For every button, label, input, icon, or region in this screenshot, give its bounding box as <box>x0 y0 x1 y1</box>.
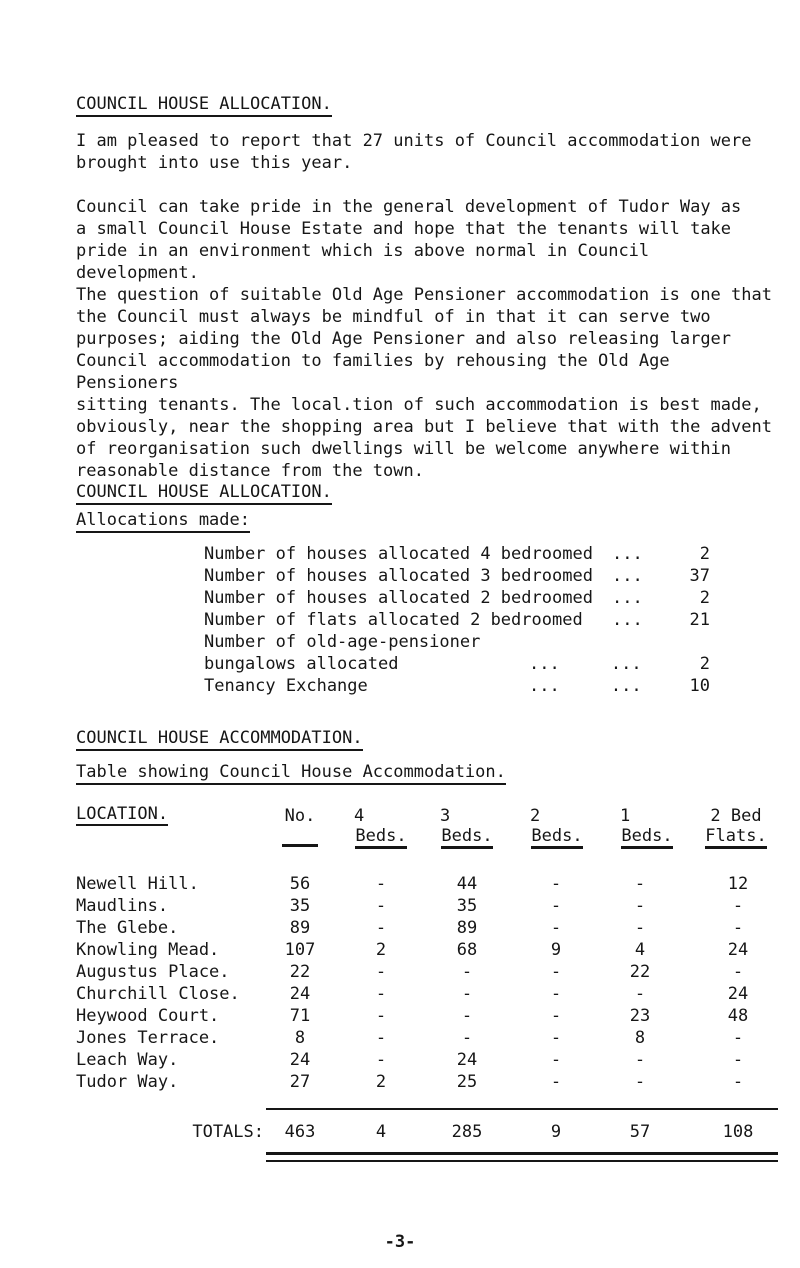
header-line2: Beds. <box>441 826 492 849</box>
cell-no: 107 <box>284 940 316 960</box>
header-underline <box>282 826 318 847</box>
item-dots: ... ... <box>529 654 642 674</box>
table-row <box>0 984 800 1004</box>
item-value: 10 <box>689 676 710 696</box>
column-header-3-beds <box>432 806 502 849</box>
totals-row <box>0 1122 800 1142</box>
cell-4-beds: - <box>375 918 387 938</box>
cell-1-bed: 23 <box>629 1006 651 1026</box>
table-row <box>0 962 800 982</box>
cell-no: 24 <box>289 984 311 1004</box>
list-item <box>0 544 800 564</box>
item-dots: ... <box>612 544 643 564</box>
header-line2: Flats. <box>705 826 766 849</box>
cell-location: Tudor Way. <box>76 1072 179 1092</box>
cell-3-beds: - <box>461 1006 473 1026</box>
cell-location: Churchill Close. <box>76 984 240 1004</box>
cell-4-beds: - <box>375 1006 387 1026</box>
column-header-2-bed-flats <box>696 806 776 849</box>
cell-no: 71 <box>289 1006 311 1026</box>
cell-2-beds: - <box>550 1072 562 1092</box>
cell-2-bed-flats: - <box>732 1050 744 1070</box>
item-dots: ... <box>612 588 643 608</box>
totals-label: TOTALS: <box>192 1122 264 1142</box>
cell-3-beds: 44 <box>456 874 478 894</box>
cell-4-beds: 2 <box>375 940 387 960</box>
total-2-beds: 9 <box>550 1122 562 1142</box>
item-dots: ... <box>612 610 643 630</box>
column-header-no <box>268 806 332 852</box>
cell-2-bed-flats: 24 <box>727 940 749 960</box>
cell-1-bed: - <box>634 1050 646 1070</box>
header-line1: No. <box>284 806 316 826</box>
item-label: Number of houses allocated 4 bedroomed <box>204 544 593 564</box>
cell-4-beds: - <box>375 962 387 982</box>
table-row <box>0 1006 800 1026</box>
cell-no: 22 <box>289 962 311 982</box>
cell-no: 8 <box>294 1028 306 1048</box>
cell-1-bed: - <box>634 896 646 916</box>
cell-4-beds: - <box>375 874 387 894</box>
cell-3-beds: 68 <box>456 940 478 960</box>
item-value: 2 <box>699 588 710 608</box>
header-line1: LOCATION. <box>76 804 169 824</box>
cell-4-beds: - <box>375 984 387 1004</box>
cell-2-beds: 9 <box>550 940 562 960</box>
item-label: Number of houses allocated 3 bedroomed <box>204 566 593 586</box>
column-header-location <box>76 804 168 826</box>
cell-1-bed: - <box>634 874 646 894</box>
cell-location: The Glebe. <box>76 918 179 938</box>
header-line2: Beds. <box>531 826 582 849</box>
total-2-bed-flats: 108 <box>722 1122 754 1142</box>
table-row <box>0 1072 800 1092</box>
column-header-4-beds <box>346 806 416 849</box>
item-label: bungalows allocated <box>204 654 399 674</box>
cell-3-beds: 25 <box>456 1072 478 1092</box>
list-item <box>0 654 800 674</box>
cell-location: Augustus Place. <box>76 962 230 982</box>
cell-2-bed-flats: 12 <box>727 874 749 894</box>
cell-2-beds: - <box>550 918 562 938</box>
cell-2-bed-flats: 48 <box>727 1006 749 1026</box>
cell-1-bed: - <box>634 918 646 938</box>
item-value: 2 <box>699 544 710 564</box>
item-dots: ... ... <box>529 676 642 696</box>
item-value: 2 <box>699 654 710 674</box>
cell-no: 89 <box>289 918 311 938</box>
column-header-2-beds <box>522 806 592 849</box>
cell-3-beds: 24 <box>456 1050 478 1070</box>
header-line1: 3 <box>440 806 451 826</box>
cell-2-bed-flats: - <box>732 896 744 916</box>
cell-3-beds: 89 <box>456 918 478 938</box>
section-heading: COUNCIL HOUSE ACCOMMODATION. <box>76 728 363 751</box>
item-value: 21 <box>689 610 710 630</box>
cell-location: Maudlins. <box>76 896 169 916</box>
cell-4-beds: - <box>375 1050 387 1070</box>
totals-rule-bottom <box>266 1152 778 1155</box>
cell-4-beds: - <box>375 1028 387 1048</box>
cell-1-bed: 8 <box>634 1028 646 1048</box>
item-value: 37 <box>689 566 710 586</box>
cell-no: 27 <box>289 1072 311 1092</box>
section-heading: COUNCIL HOUSE ALLOCATION. <box>76 482 332 505</box>
table-row <box>0 1050 800 1070</box>
header-line2: Beds. <box>355 826 406 849</box>
cell-location: Heywood Court. <box>76 1006 220 1026</box>
subheading: Allocations made: <box>76 510 250 533</box>
cell-2-bed-flats: - <box>732 962 744 982</box>
item-label: Number of flats allocated 2 bedroomed <box>204 610 583 630</box>
column-header-1-bed <box>612 806 682 849</box>
cell-2-beds: - <box>550 1050 562 1070</box>
paragraph: The question of suitable Old Age Pensioner accommodation is one that the Council must always be mindful of in that it can serve two purposes; aiding the Old Age Pensioner and also releasing larger Council accommodation to families by rehousing the Old Age Pensioners sitting tenants. The local.tion of such accommodation is best made, obviously, near the shopping area but I believe that with the advent of reorganisation such dwellings will be welcome anywhere within reasonable distance from the town. <box>76 285 772 481</box>
table-row <box>0 940 800 960</box>
cell-2-beds: - <box>550 1028 562 1048</box>
header-line1: 1 <box>620 806 631 826</box>
cell-2-beds: - <box>550 896 562 916</box>
item-label: Number of old-age-pensioner <box>204 632 481 652</box>
cell-4-beds: - <box>375 896 387 916</box>
total-1-bed: 57 <box>629 1122 651 1142</box>
totals-rule-bottom-2 <box>266 1160 778 1162</box>
total-no: 463 <box>284 1122 316 1142</box>
cell-2-beds: - <box>550 984 562 1004</box>
header-line1: 2 <box>530 806 541 826</box>
list-item <box>0 610 800 630</box>
item-label: Number of houses allocated 2 bedroomed <box>204 588 593 608</box>
paragraph: I am pleased to report that 27 units of Council accommodation were brought into use this year. <box>76 131 752 173</box>
list-item <box>0 588 800 608</box>
cell-no: 35 <box>289 896 311 916</box>
table-row <box>0 918 800 938</box>
table-row <box>0 896 800 916</box>
cell-location: Leach Way. <box>76 1050 179 1070</box>
cell-location: Newell Hill. <box>76 874 199 894</box>
section-heading: COUNCIL HOUSE ALLOCATION. <box>76 94 332 117</box>
cell-3-beds: - <box>461 984 473 1004</box>
header-line1: 2 Bed <box>710 806 762 826</box>
cell-2-beds: - <box>550 962 562 982</box>
cell-2-bed-flats: - <box>732 918 744 938</box>
cell-location: Jones Terrace. <box>76 1028 220 1048</box>
cell-3-beds: - <box>461 1028 473 1048</box>
header-line2: Beds. <box>621 826 672 849</box>
cell-1-bed: 22 <box>629 962 651 982</box>
table-row <box>0 1028 800 1048</box>
cell-no: 56 <box>289 874 311 894</box>
cell-2-beds: - <box>550 874 562 894</box>
header-line1: 4 <box>354 806 365 826</box>
cell-3-beds: - <box>461 962 473 982</box>
list-item <box>0 632 800 652</box>
cell-1-bed: 4 <box>634 940 646 960</box>
totals-rule-top <box>266 1108 778 1110</box>
cell-2-bed-flats: - <box>732 1028 744 1048</box>
total-3-beds: 285 <box>451 1122 483 1142</box>
list-item <box>0 566 800 586</box>
cell-1-bed: - <box>634 1072 646 1092</box>
cell-2-beds: - <box>550 1006 562 1026</box>
cell-location: Knowling Mead. <box>76 940 220 960</box>
page-number: -3- <box>384 1232 416 1252</box>
cell-2-bed-flats: - <box>732 1072 744 1092</box>
subheading: Table showing Council House Accommodation. <box>76 762 506 785</box>
paragraph: Council can take pride in the general development of Tudor Way as a small Council House Estate and hope that the tenants will take pride in an environment which is above normal in Council development. <box>76 197 742 283</box>
cell-no: 24 <box>289 1050 311 1070</box>
item-label: Tenancy Exchange <box>204 676 368 696</box>
list-item <box>0 676 800 696</box>
cell-2-bed-flats: 24 <box>727 984 749 1004</box>
cell-4-beds: 2 <box>375 1072 387 1092</box>
total-4-beds: 4 <box>375 1122 387 1142</box>
cell-3-beds: 35 <box>456 896 478 916</box>
item-dots: ... <box>612 566 643 586</box>
cell-1-bed: - <box>634 984 646 1004</box>
table-row <box>0 874 800 894</box>
